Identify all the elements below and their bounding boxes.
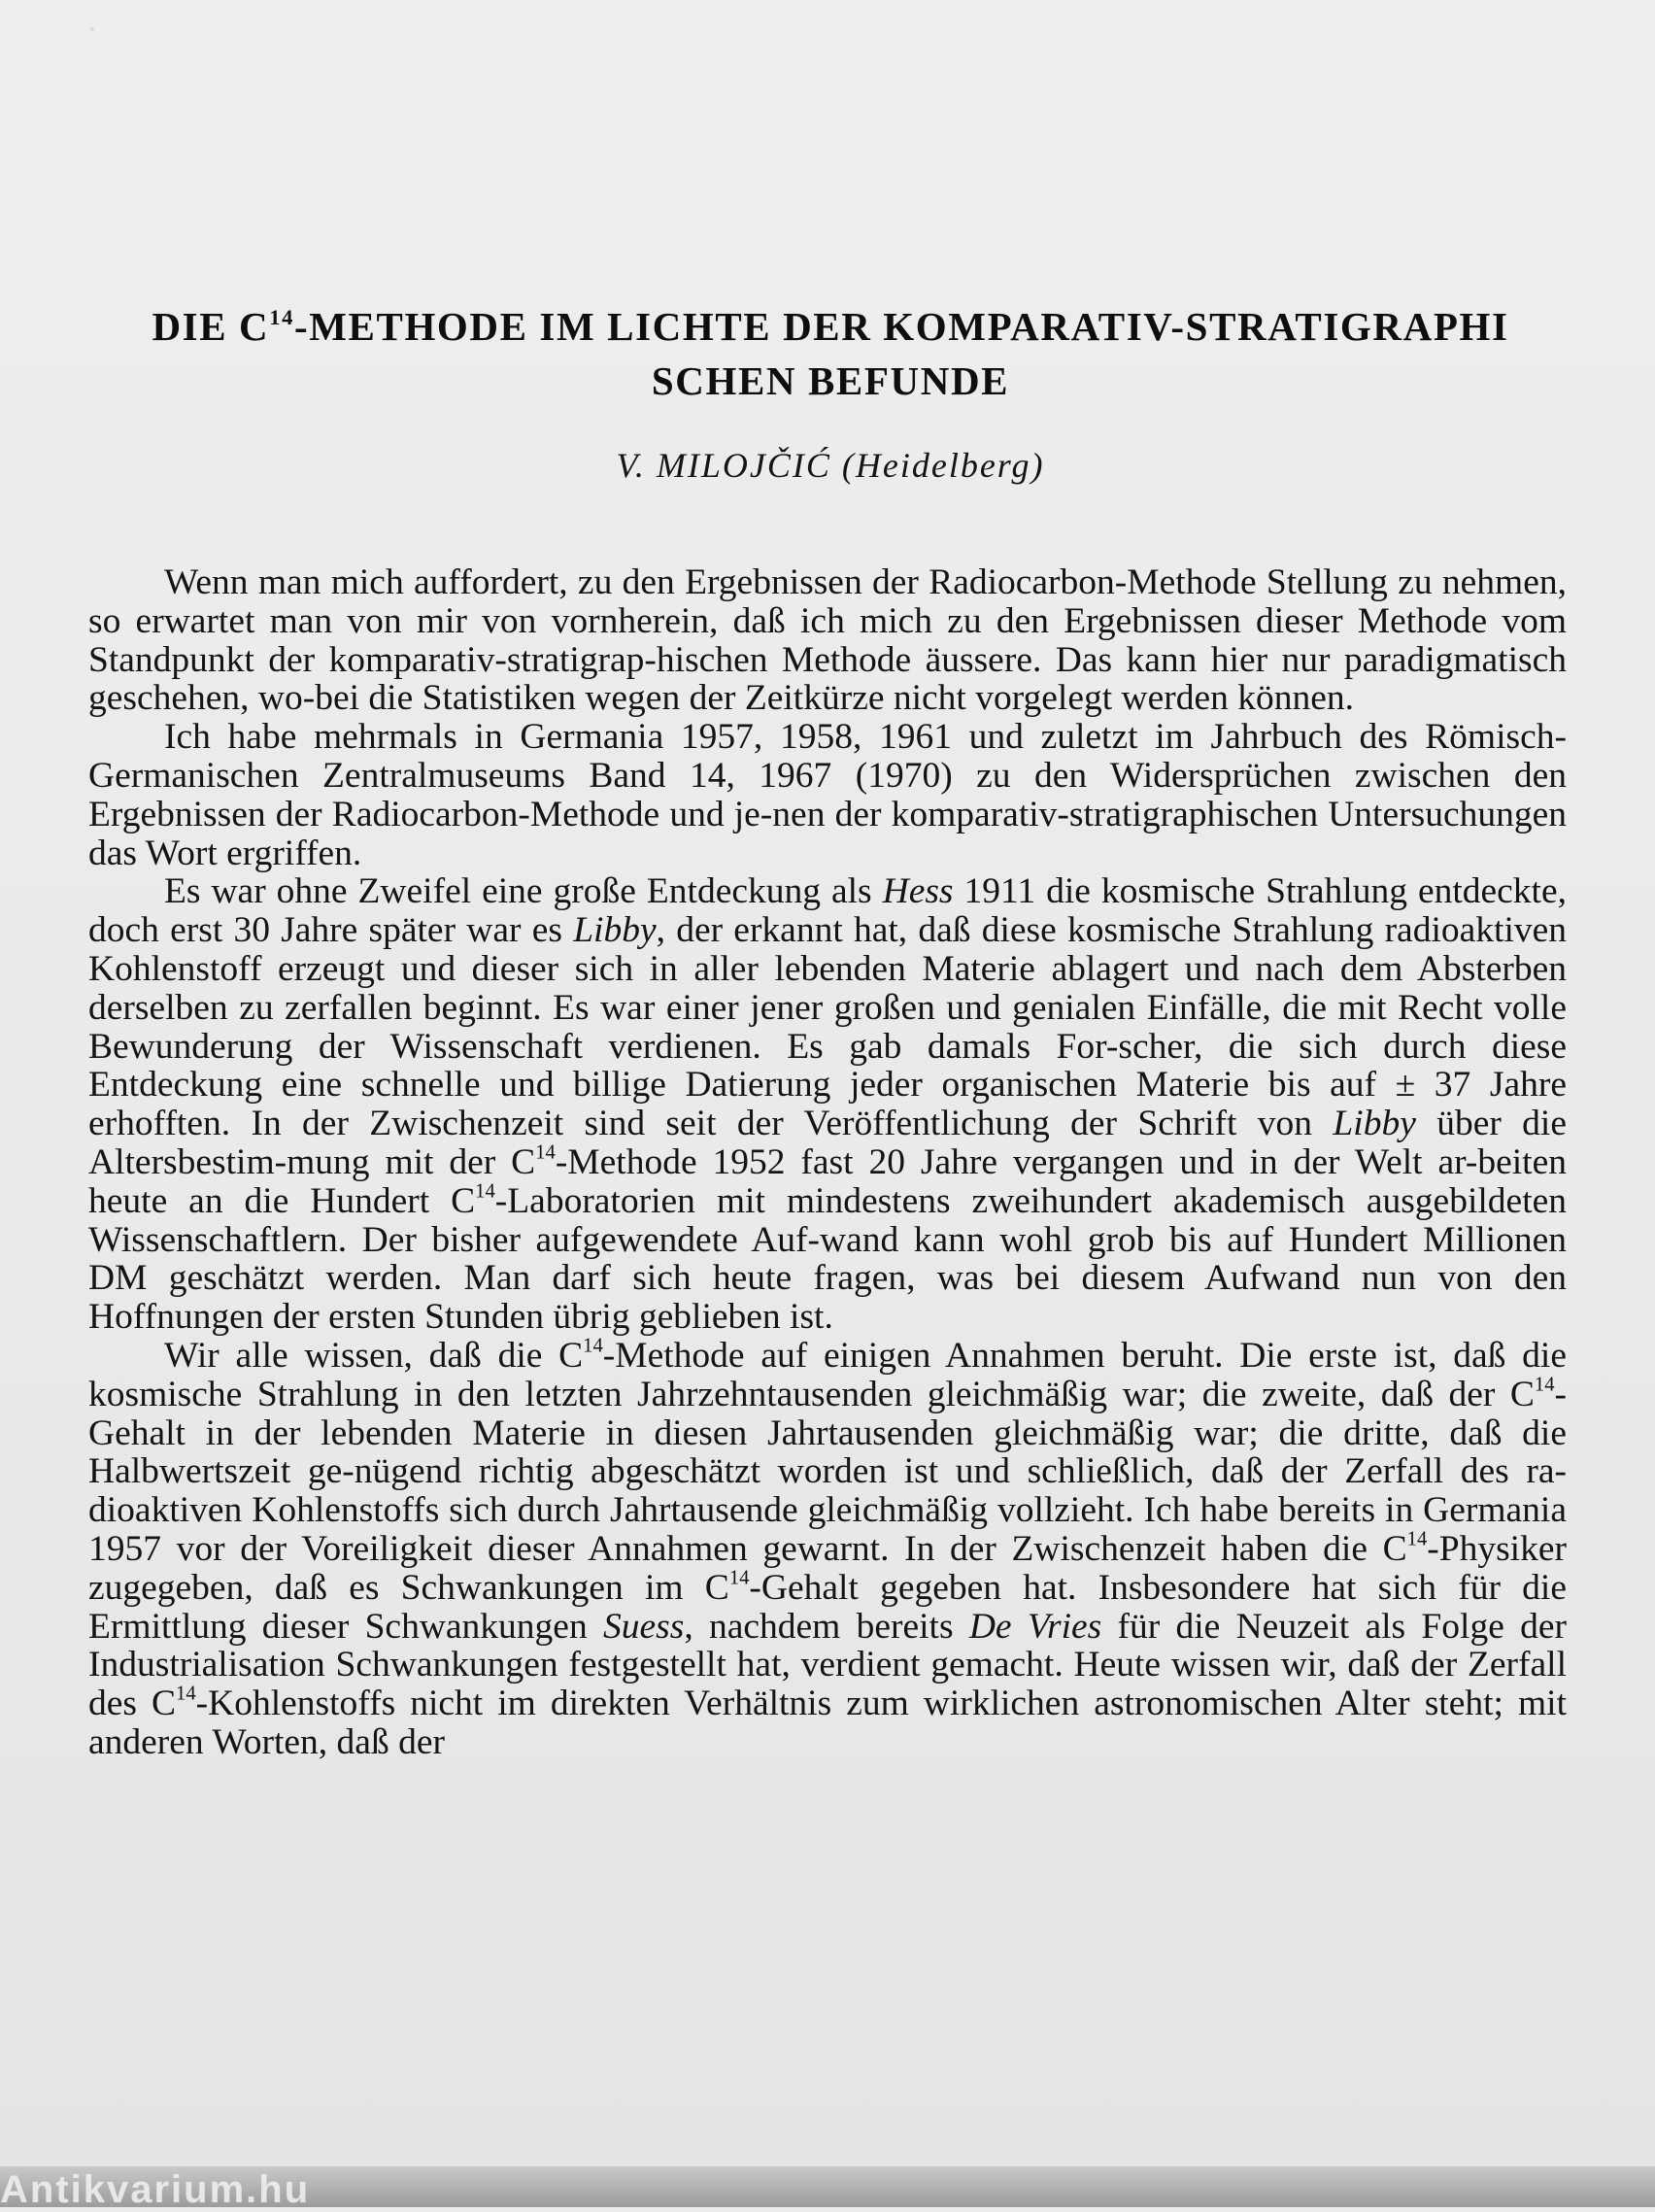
bleed-through-text: . [87,0,97,40]
paragraph-4: Wir alle wissen, daß die $C^{14}$-Methode auf einigen Annahmen beruht. Die erste ist, daß die kosmische Strahlung in den letzten Jahrzehntausenden gleichmäßig war; die zweite, daß der $C^{14}$-Gehalt in der lebenden Materie in diesen Jahrtausenden gleichmäßig war; die dritte, daß die Halbwertszeit ge-nügend richtig abgeschätzt worden ist und schließlich, daß der Zerfall des ra-dioaktiven Kohlenstoffs sich durch Jahrtausende gleichmäßig vollzieht. Ich habe bereits in Germania 1957 vor der Voreiligkeit dieser Annahmen gewarnt. In der Zwischenzeit haben die $C^{14}$-Physiker zugegeben, daß es Schwankungen im $C^{14}$-Gehalt gegeben hat. Insbesondere hat sich für die Ermittlung dieser Schwankungen Suess, nachdem bereits De Vries für die Neuzeit als Folge der Industrialisation Schwankungen festgestellt hat, verdient gemacht. Heute wissen wir, daß der Zerfall des $C^{14}$-Kohlenstoffs nicht im direkten Verhältnis zum wirklichen astronomischen Alter steht; mit anderen Worten, daß der [88,1335,1567,1762]
article-title [87,299,1573,408]
article-body [88,563,1567,1762]
paragraph-1: Wenn man mich auffordert, zu den Ergebnissen der Radiocarbon-Methode Stellung zu nehmen, so erwartet man von mir von vornherein, daß ich mich zu den Ergebnissen dieser Methode vom Standpunkt der komparativ-stratigrap-hischen Methode äussere. Das kann hier nur paradigmatisch geschehen, wo-bei die Statistiken wegen der Zeitkürze nicht vorgelegt werden können. [88,562,1567,719]
paragraph-3: Es war ohne Zweifel eine große Entdeckung als Hess 1911 die kosmische Strahlung entdeckte, doch erst 30 Jahre später war es Libby, der erkannt hat, daß diese kosmische Strahlung radioaktiven Kohlenstoff erzeugt und dieser sich in aller lebenden Materie ablagert und nach dem Absterben derselben zu zerfallen beginnt. Es war einer jener großen und genialen Einfälle, die mit Recht volle Bewunderung der Wissenschaft verdienen. Es gab damals For-scher, die sich durch diese Entdeckung eine schnelle und billige Datierung jeder organischen Materie bis auf ± 37 Jahre erhofften. In der Zwischenzeit sind seit der Veröffentlichung der Schrift von Libby über die Altersbestim-mung mit der $C^{14}$-Methode 1952 fast 20 Jahre vergangen und in der Welt ar-beiten heute an die Hundert $C^{14}$-Laboratorien mit mindestens zweihundert akademisch ausgebildeten Wissenschaftlern. Der bisher aufgewendete Auf-wand kann wohl grob bis auf Hundert Millionen DM geschätzt werden. Man darf sich heute fragen, was bei diesem Aufwand nun von den Hoffnungen der ersten Stunden übrig geblieben ist. [88,871,1568,1338]
title-line-1: DIE $C^{14}$-METHODE IM LICHTE DER KOMPARATIV-STRATIGRAPHI [152,304,1509,349]
paragraph-2: Ich habe mehrmals in Germania 1957, 1958, 1961 und zuletzt im Jahrbuch des Römisch-Germanischen Zentralmuseums Band 14, 1967 (1970) zu den Widersprüchen zwischen den Ergebnissen der Radiocarbon-Methode und je-nen der komparativ-stratigraphischen Untersuchungen das Wort ergriffen. [88,717,1567,873]
article-author: V. MILOJČIĆ (Heidelberg) [616,446,1045,485]
title-line-2: SCHEN BEFUNDE [651,358,1010,403]
watermark: Antikvarium.hu [0,2168,311,2211]
